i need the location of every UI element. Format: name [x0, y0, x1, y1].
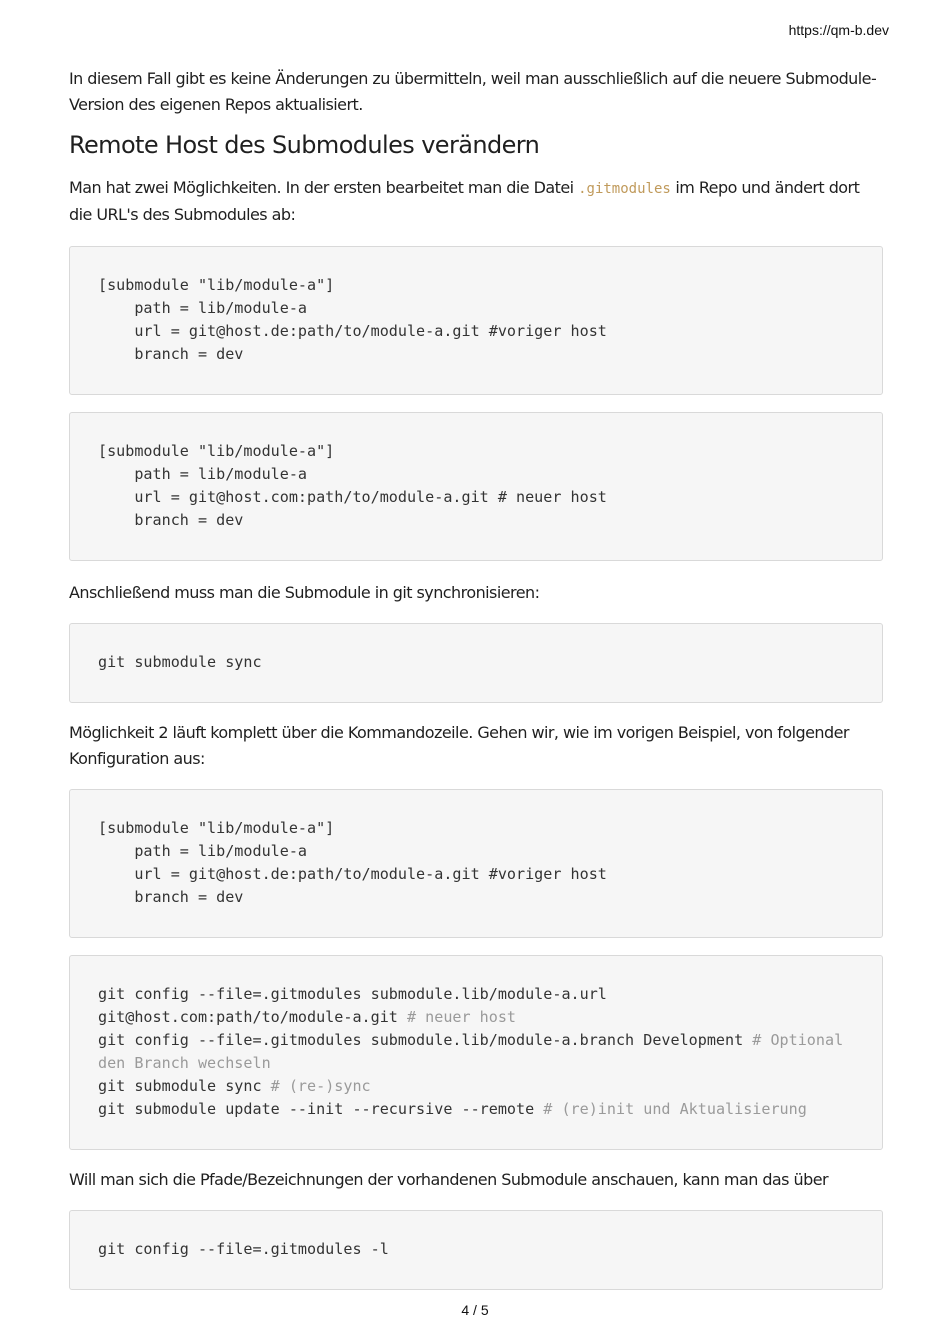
code-line: branch = dev [98, 511, 244, 529]
gitmodules-inline-code: .gitmodules [578, 181, 671, 197]
code-block-new-host[interactable] [69, 412, 883, 561]
code-block-sync-text [98, 651, 854, 674]
code-line: git submodule update --init --recursive --remote [98, 1100, 544, 1118]
paragraph-options-text-1: Man hat zwei Möglichkeiten. In der ersten bearbeitet man die Datei [69, 178, 579, 197]
paragraph-option-2-line-2: Konfiguration aus: [69, 749, 205, 768]
code-comment: # (re)init und Aktualisierung [543, 1100, 807, 1118]
document-content [69, 66, 883, 1290]
intro-line-1: In diesem Fall gibt es keine Änderungen zu übermitteln, weil man ausschließlich auf die neuere Submodule- [69, 69, 877, 88]
page-url: https://qm-b.dev [788, 22, 889, 38]
paragraph-options [69, 175, 883, 228]
code-comment: den Branch wechseln [98, 1054, 271, 1072]
code-block-old-host-text [98, 274, 854, 366]
code-line: git config --file=.gitmodules -l [98, 1240, 389, 1258]
paragraph-option-2 [69, 720, 883, 772]
code-line: url = git@host.com:path/to/module-a.git # neuer host [98, 488, 607, 506]
paragraph-list-paths: Will man sich die Pfade/Bezeichnungen der vorhandenen Submodule anschauen, kann man das über [69, 1170, 829, 1189]
code-line: url = git@host.de:path/to/module-a.git #voriger host [98, 865, 607, 883]
code-comment: # Optional [752, 1031, 844, 1049]
code-comment: # (re-)sync [270, 1077, 371, 1095]
page-number: 4 / 5 [461, 1302, 489, 1318]
code-line: [submodule "lib/module-a"] [98, 442, 335, 460]
intro-paragraph [69, 66, 883, 118]
paragraph-sync: Anschließend muss man die Submodule in git synchronisieren: [69, 583, 540, 602]
code-line: url = git@host.de:path/to/module-a.git #voriger host [98, 322, 607, 340]
paragraph-options-text-2: im Repo und ändert dort [670, 178, 860, 197]
code-line: [submodule "lib/module-a"] [98, 819, 335, 837]
code-line: path = lib/module-a [98, 465, 308, 483]
code-line: branch = dev [98, 888, 244, 906]
code-line: git@host.com:path/to/module-a.git [98, 1008, 407, 1026]
code-block-commands-text [98, 983, 854, 1121]
code-comment: # neuer host [406, 1008, 517, 1026]
code-line: git config --file=.gitmodules submodule.lib/module-a.url [98, 985, 607, 1003]
code-line: git submodule sync [98, 653, 262, 671]
code-block-commands[interactable] [69, 955, 883, 1150]
code-block-sync[interactable] [69, 623, 883, 703]
code-line: branch = dev [98, 345, 244, 363]
code-block-new-host-text [98, 440, 854, 532]
code-block-config[interactable] [69, 789, 883, 938]
code-line: git config --file=.gitmodules submodule.lib/module-a.branch Development [98, 1031, 753, 1049]
code-block-list-text [98, 1238, 854, 1261]
paragraph-option-2-line-1: Möglichkeit 2 läuft komplett über die Kommandozeile. Gehen wir, wie im vorigen Beispiel, von folgender [69, 723, 849, 742]
intro-line-2: Version des eigenen Repos aktualisiert. [69, 95, 363, 114]
section-heading: Remote Host des Submodules verändern [69, 131, 540, 159]
code-block-old-host[interactable] [69, 246, 883, 395]
paragraph-options-line-2: die URL's des Submodules ab: [69, 205, 296, 224]
code-block-list[interactable] [69, 1210, 883, 1290]
code-line: git submodule sync [98, 1077, 271, 1095]
code-line: path = lib/module-a [98, 842, 308, 860]
code-line: [submodule "lib/module-a"] [98, 276, 335, 294]
code-line: path = lib/module-a [98, 299, 308, 317]
code-block-config-text [98, 817, 854, 909]
